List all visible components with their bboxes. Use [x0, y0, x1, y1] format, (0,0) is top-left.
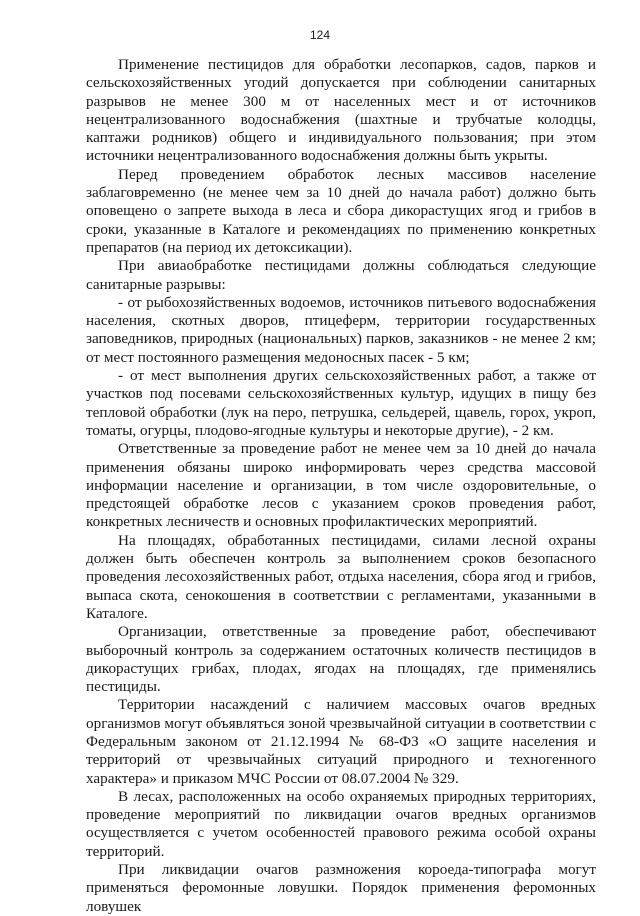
paragraph: В лесах, расположенных на особо охраняемых природных территориях, проведение мероприятий по ликвидации очагов вредных организмов осуществляется с учетом особенностей правового режима особой охраны территорий. [86, 787, 596, 860]
paragraph: Ответственные за проведение работ не менее чем за 10 дней до начала применения обязаны широко информировать через средства массовой информации население и организации, в том числе оздоровительные, о предстоящей обработке лесов с указанием сроков проведения работ, конкретных лесничеств и основных профилактических мероприятий. [86, 440, 596, 531]
document-body [86, 56, 596, 916]
paragraph: При авиаобработке пестицидами должны соблюдаться следующие санитарные разрывы: [86, 257, 596, 293]
list-item: - от мест выполнения других сельскохозяйственных работ, а также от участков под посевами сельскохозяйственных культур, идущих в пищу без тепловой обработки (лук на перо, петрушка, сельдерей, щавель, горох, укроп, томаты, огурцы, плодово-ягодные культуры и некоторые другие), - 2 км. [86, 367, 596, 439]
paragraph: При ликвидации очагов размножения короеда-типографа могут применяться феромонные ловушки. Порядок применения феромонных ловушек [86, 861, 596, 915]
paragraph: Применение пестицидов для обработки лесопарков, садов, парков и сельскохозяйственных угодий допускается при соблюдении санитарных разрывов не менее 300 м от населенных мест и от источников нецентрализованного водоснабжения (шахтные и трубчатые колодцы, каптажи родников) общего и индивидуального пользования; при этом источники нецентрализованного водоснабжения должны быть укрыты. [86, 56, 596, 165]
paragraph: Территории насаждений с наличием массовых очагов вредных организмов могут объявляться зоной чрезвычайной ситуации в соответствии с Федеральным законом от 21.12.1994 № 68-ФЗ «О защите населения и территорий от чрезвычайных ситуаций природного и техногенного характера» и приказом МЧС России от 08.07.2004 № 329. [86, 696, 597, 787]
paragraph: На площадях, обработанных пестицидами, силами лесной охраны должен быть обеспечен контроль за выполнением сроков безопасного проведения лесохозяйственных работ, отдыха населения, сбора ягод и грибов, выпаса скота, сенокошения в соответствии с регламентами, указанными в Каталоге. [86, 531, 596, 622]
page-number: 124 [309, 28, 331, 42]
paragraph: Организации, ответственные за проведение работ, обеспечивают выборочный контроль за содержанием остаточных количеств пестицидов в дикорастущих грибах, плодах, ягодах на площадях, где применялись пестициды. [86, 623, 596, 696]
list-item: - от рыбохозяйственных водоемов, источников питьевого водоснабжения населения, скотных дворов, птицеферм, территории государственных заповедников, природных (национальных) парков, заказников - не менее 2 км; от мест постоянного размещения медоносных пасек - 5 км; [86, 293, 596, 366]
paragraph: Перед проведением обработок лесных массивов население заблаговременно (не менее чем за 10 дней до начала работ) должно быть оповещено о запрете выхода в леса и сбора дикорастущих ягод и грибов в сроки, указанные в Каталоге и рекомендациях по применению конкретных препаратов (на период их детоксикации). [86, 165, 596, 256]
